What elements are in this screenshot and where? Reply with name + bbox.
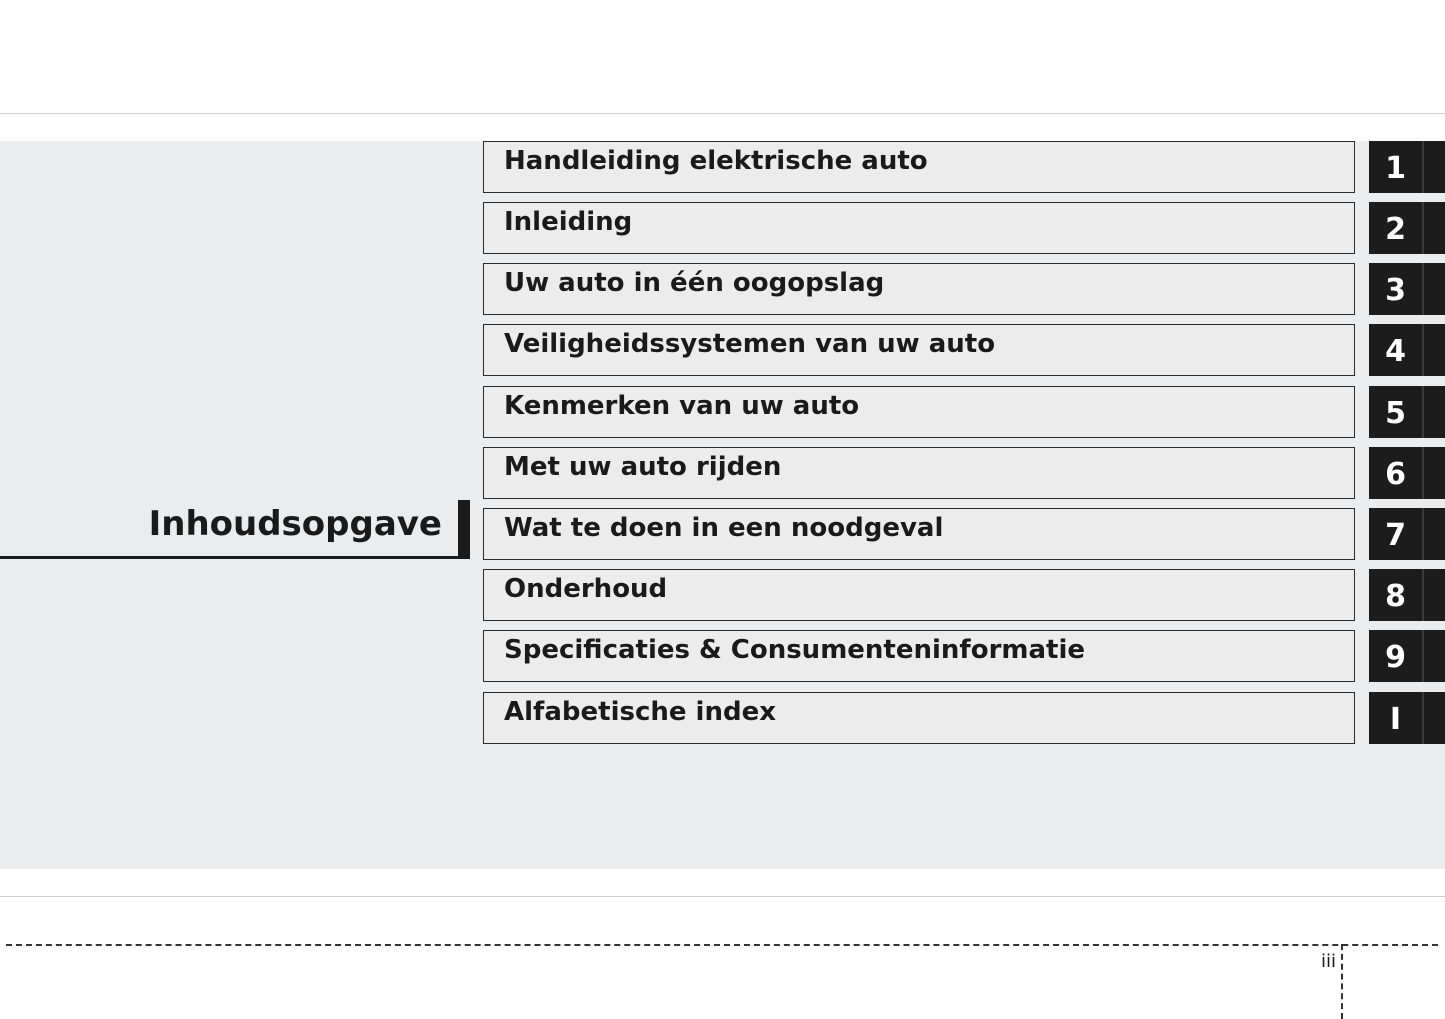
tab-stripe [1422, 630, 1424, 682]
toc-item-label: Onderhoud [504, 574, 668, 604]
chapter-tab-number: 8 [1385, 579, 1406, 614]
toc-item-label: Wat te doen in een noodgeval [504, 513, 944, 543]
page-title: Inhoudsopgave [148, 504, 442, 544]
toc-item-label: Inleiding [504, 207, 633, 237]
chapter-tab-index[interactable] [1369, 692, 1445, 744]
toc-item-1[interactable] [483, 141, 1355, 193]
toc-item-label: Specificaties & Consumenteninformatie [504, 635, 1086, 665]
toc-item-5[interactable] [483, 386, 1355, 438]
toc-item-6[interactable] [483, 447, 1355, 499]
chapter-tab-number: 4 [1385, 334, 1406, 369]
chapter-tab-1[interactable] [1369, 141, 1445, 193]
chapter-tab-2[interactable] [1369, 202, 1445, 254]
chapter-tab-6[interactable] [1369, 447, 1445, 499]
toc-item-2[interactable] [483, 202, 1355, 254]
toc-item-label: Veiligheidssystemen van uw auto [504, 329, 996, 359]
tab-stripe [1422, 324, 1424, 376]
toc-item-9[interactable] [483, 630, 1355, 682]
chapter-tab-number: 6 [1385, 457, 1406, 492]
chapter-tab-5[interactable] [1369, 386, 1445, 438]
tab-stripe [1422, 202, 1424, 254]
chapter-tab-number: 1 [1385, 151, 1406, 186]
chapter-tab-number: 3 [1385, 273, 1406, 308]
page-number: iii [1320, 951, 1336, 972]
tab-stripe [1422, 508, 1424, 560]
tab-stripe [1422, 141, 1424, 193]
toc-item-label: Uw auto in één oogopslag [504, 268, 885, 298]
chapter-tab-8[interactable] [1369, 569, 1445, 621]
chapter-tab-number: 7 [1385, 518, 1406, 553]
title-underline [0, 556, 470, 559]
tab-stripe [1422, 263, 1424, 315]
toc-item-index[interactable] [483, 692, 1355, 744]
tab-stripe [1422, 386, 1424, 438]
chapter-tab-9[interactable] [1369, 630, 1445, 682]
chapter-tab-number: 2 [1385, 212, 1406, 247]
toc-item-label: Kenmerken van uw auto [504, 391, 860, 421]
tab-stripe [1422, 692, 1424, 744]
chapter-tab-number: I [1389, 702, 1402, 737]
cut-line-vertical [1341, 944, 1343, 1019]
chapter-tab-3[interactable] [1369, 263, 1445, 315]
toc-item-label: Met uw auto rijden [504, 452, 782, 482]
toc-item-4[interactable] [483, 324, 1355, 376]
bottom-rule [0, 896, 1445, 897]
toc-item-7[interactable] [483, 508, 1355, 560]
chapter-tab-number: 9 [1385, 640, 1406, 675]
title-marker-bar [458, 500, 470, 559]
chapter-tab-4[interactable] [1369, 324, 1445, 376]
toc-item-label: Handleiding elektrische auto [504, 146, 928, 176]
cut-line-horizontal [6, 944, 1438, 946]
tab-stripe [1422, 447, 1424, 499]
toc-item-8[interactable] [483, 569, 1355, 621]
top-rule [0, 113, 1445, 114]
chapter-tab-number: 5 [1385, 396, 1406, 431]
toc-item-label: Alfabetische index [504, 697, 776, 727]
tab-stripe [1422, 569, 1424, 621]
toc-item-3[interactable] [483, 263, 1355, 315]
chapter-tab-7[interactable] [1369, 508, 1445, 560]
